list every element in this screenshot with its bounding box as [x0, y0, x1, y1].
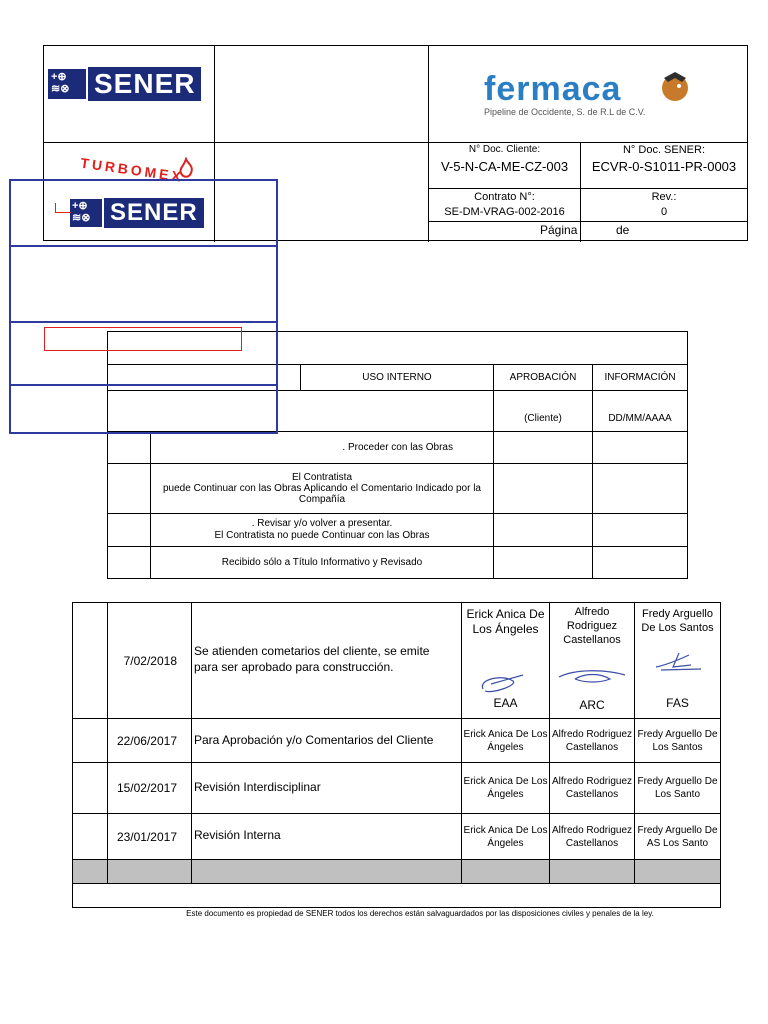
rev-aprobado: Fredy Arguello De AS Los Santo [637, 824, 718, 849]
rev-apr-initials: FAS [666, 696, 689, 710]
rev-elaborado: Erick Anica De Los Ángeles [463, 728, 548, 753]
status-divider [592, 365, 593, 578]
signature-fas-icon [651, 647, 706, 675]
rev-desc: Revisión Interdisciplinar [194, 780, 321, 794]
overlay-divider [9, 321, 278, 323]
doc-sener-value: ECVR-0-S1011-PR-0003 [591, 158, 737, 174]
rev-date: 15/02/2017 [116, 781, 177, 795]
rev-desc: Se atienden cometarios del cliente, se emite para ser aprobado para construcción. [194, 644, 430, 674]
doc-cliente-label: N° Doc. Cliente: [468, 144, 541, 155]
rev-rev-initials: ARC [579, 698, 605, 712]
red-field [44, 327, 242, 351]
doc-cliente-value: V-5-N-CA-ME-CZ-003 [440, 158, 569, 174]
rev-divider [73, 859, 720, 860]
status-divider [493, 365, 494, 578]
col-aprobacion: APROBACIÓN [509, 372, 577, 383]
sener-logo-text: SENER [88, 67, 201, 101]
rev-date: 22/06/2017 [116, 733, 177, 748]
rev-desc: Revisión Interna [194, 828, 281, 842]
sener-mark-icon: +⊕ ≋⊗ [70, 199, 102, 227]
pagina-label: Página [540, 223, 578, 237]
rev-aprobado: Fredy Arguello De Los Santo [637, 776, 718, 800]
signature-arc-icon [555, 665, 630, 687]
status-row-2: El Contratista puede Continuar con las Obras Aplicando el Comentario Indicado por la Compañía [163, 472, 481, 505]
status-row-3: . Revisar y/o volver a presentar. El Contratista no puede Continuar con las Obras [214, 518, 430, 541]
rev-revisado: Alfredo Rodriguez Castellanos [551, 824, 633, 849]
rev-revisado: Alfredo Rodriguez Castellanos [563, 606, 621, 646]
rev-divider [191, 603, 192, 883]
sener-logo [48, 67, 201, 101]
status-row-1: . Proceder con las Obras [342, 442, 453, 453]
footer-note: Este documento es propiedad de SENER todos los derechos están salvaguardados por las disposiciones civiles y penales de la ley. [186, 908, 654, 918]
overlay-divider [9, 384, 278, 386]
rev-elaborado: Erick Anica De Los Ángeles [463, 776, 548, 800]
overlay-divider [9, 245, 278, 247]
fecha-formato: DD/MM/AAAA [608, 412, 672, 424]
contrato-value: SE-DM-VRAG-002-2016 [444, 206, 565, 218]
col-informacion: INFORMACIÓN [604, 372, 676, 383]
turbomex-stamp-text: TURBOMEX [79, 154, 185, 185]
rev-date: 23/01/2017 [116, 829, 177, 844]
rev-aprobado: Fredy Arguello De Los Santos [641, 608, 714, 634]
sener-logo-text: SENER [104, 198, 204, 228]
rev-elaborado: Erick Anica De Los Ángeles [466, 607, 545, 636]
sener-mark-icon: +⊕ ≋⊗ [48, 69, 86, 99]
fermaca-eagle-icon [656, 68, 694, 106]
contrato-label: Contrato N°: [474, 190, 535, 203]
cliente-label: (Cliente) [524, 412, 562, 424]
rev-revisado: Alfredo Rodriguez Castellanos [551, 728, 633, 753]
pagina-de: de [616, 223, 630, 237]
rev-elab-initials: EAA [493, 696, 518, 710]
rev-elaborado: Erick Anica De Los Ángeles [463, 824, 548, 849]
flame-icon [174, 157, 198, 181]
fermaca-logo [484, 72, 694, 122]
rev-revisado: Alfredo Rodriguez Castellanos [551, 776, 633, 800]
doc-sener-label: N° Doc. SENER: [622, 143, 706, 156]
col-uso-interno: USO INTERNO [362, 372, 432, 383]
header-divider [428, 221, 747, 222]
rev-divider [73, 883, 720, 884]
fermaca-tagline: Pipeline de Occidente, S. de R.L de C.V. [484, 107, 646, 117]
rev-label: Rev.: [651, 190, 677, 203]
overlay-box [9, 179, 278, 434]
fermaca-logo-text: fermaca [484, 70, 622, 108]
rev-aprobado: Fredy Arguello De Los Santos [637, 728, 718, 753]
rev-date: 7/02/2018 [123, 653, 177, 668]
status-row-4: Recibido sólo a Título Informativo y Revisado [221, 557, 423, 568]
gray-row [73, 859, 720, 883]
rev-desc: Para Aprobación y/o Comentarios del Cliente [194, 733, 434, 747]
rev-value: 0 [660, 206, 668, 218]
revision-table [72, 602, 721, 908]
